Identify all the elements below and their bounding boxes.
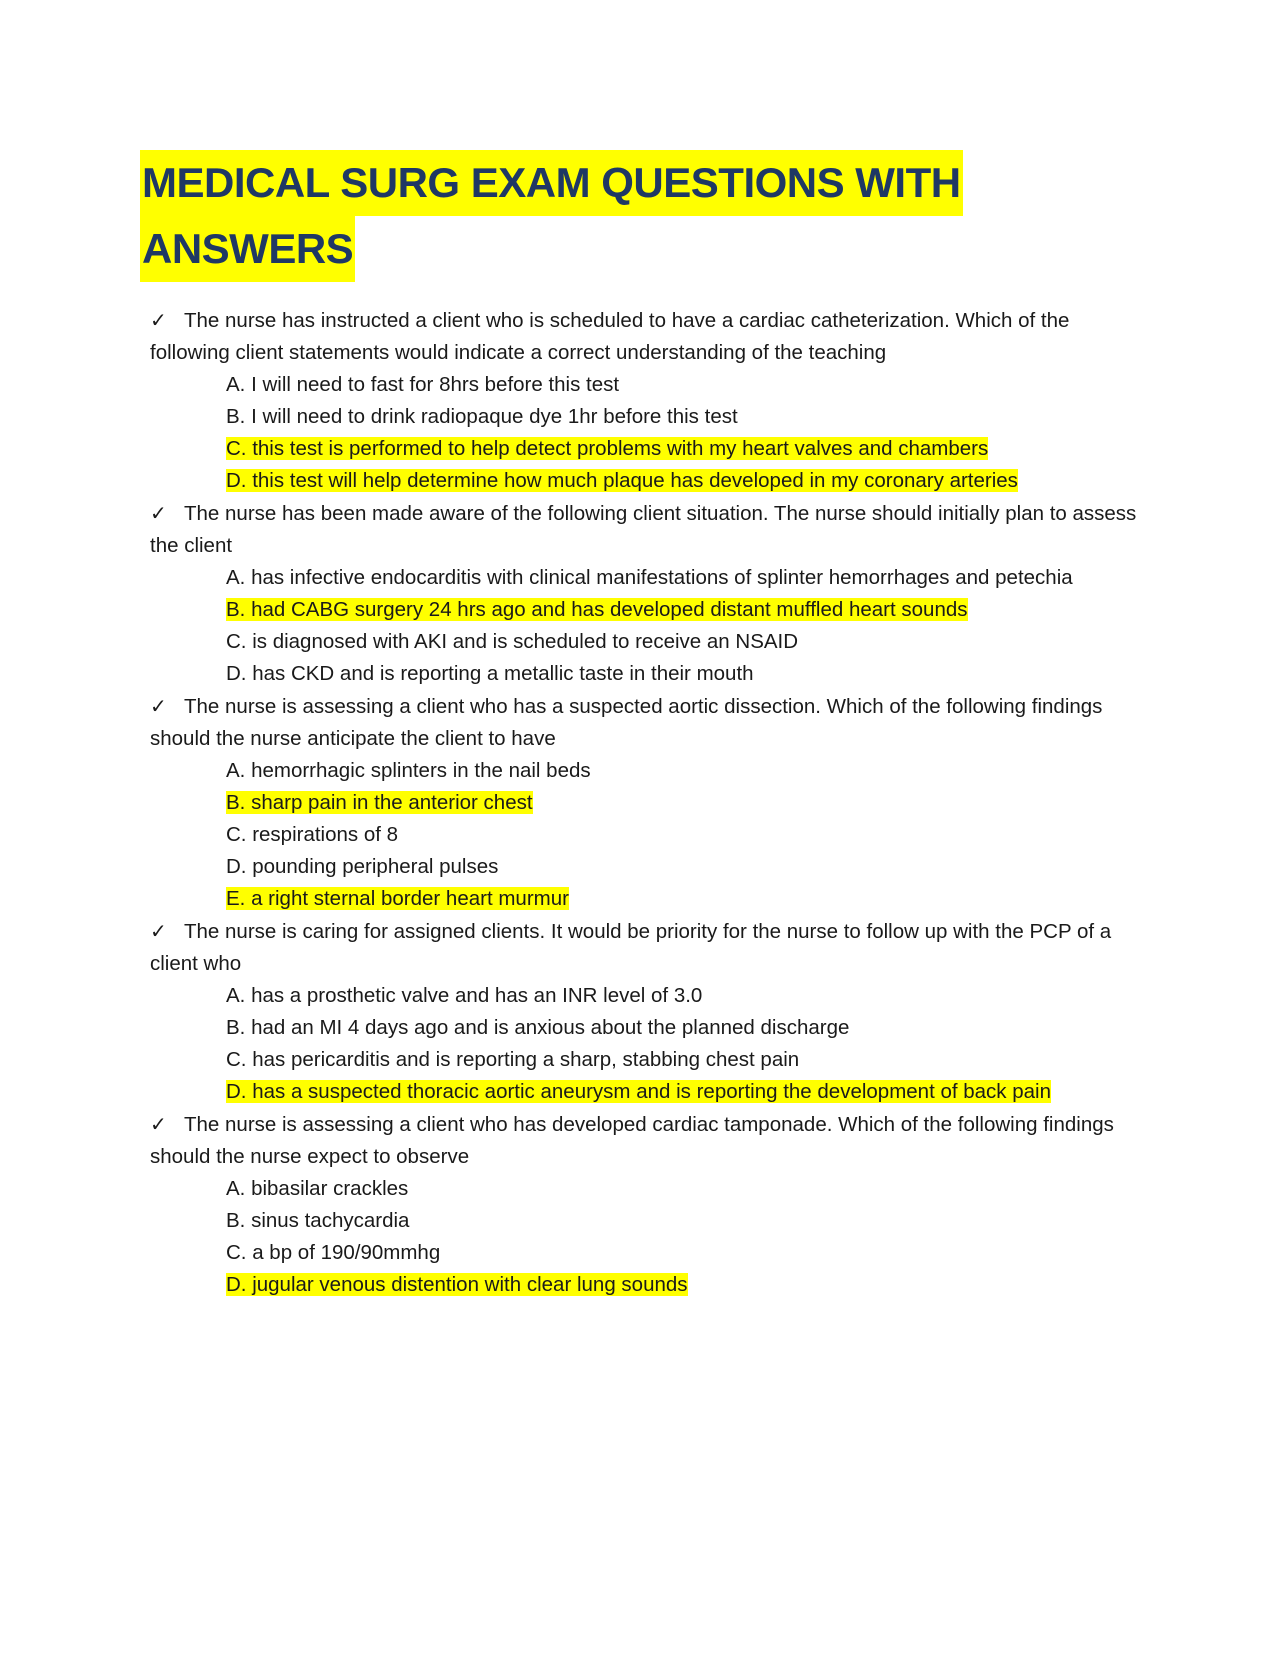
- answer-option-text: A. bibasilar crackles: [226, 1177, 409, 1200]
- answer-option-text: B. had CABG surgery 24 hrs ago and has developed distant muffled heart sounds: [226, 598, 968, 621]
- document-page: [140, 150, 1150, 1301]
- answer-option: [226, 658, 1150, 690]
- answer-option: [226, 1173, 1150, 1205]
- answer-options: [140, 755, 1150, 915]
- question-text-block: [150, 1108, 1150, 1173]
- answer-option-text: B. sinus tachycardia: [226, 1209, 410, 1232]
- answer-option-text: C. has pericarditis and is reporting a sharp, stabbing chest pain: [226, 1048, 800, 1071]
- answer-option-text: C. this test is performed to help detect problems with my heart valves and chambers: [226, 437, 989, 460]
- page-title: [140, 150, 1150, 282]
- answer-option-text: D. jugular venous distention with clear lung sounds: [226, 1273, 688, 1296]
- answer-option: [226, 626, 1150, 658]
- answer-option-text: D. this test will help determine how much plaque has developed in my coronary arteries: [226, 469, 1018, 492]
- question-text-block: [150, 915, 1150, 980]
- question-text: The nurse is assessing a client who has developed cardiac tamponade. Which of the following findings should the nurse expect to observe: [150, 1113, 1114, 1168]
- question-text-block: [150, 690, 1150, 755]
- answer-option-highlighted: [226, 465, 1150, 497]
- answer-options: [140, 562, 1150, 690]
- answer-option-highlighted: [226, 787, 1150, 819]
- title-line-2: ANSWERS: [140, 216, 355, 282]
- answer-option: [226, 369, 1150, 401]
- answer-option-highlighted: [226, 594, 1150, 626]
- answer-option-text: D. pounding peripheral pulses: [226, 855, 499, 878]
- answer-option-highlighted: [226, 1269, 1150, 1301]
- answer-option-text: B. had an MI 4 days ago and is anxious about the planned discharge: [226, 1016, 850, 1039]
- question-item: [140, 304, 1150, 497]
- answer-option-text: A. has a prosthetic valve and has an INR level of 3.0: [226, 984, 703, 1007]
- answer-option-text: A. I will need to fast for 8hrs before this test: [226, 373, 620, 396]
- answer-option-text: B. sharp pain in the anterior chest: [226, 791, 533, 814]
- check-icon: ✓: [150, 919, 167, 943]
- answer-option: [226, 755, 1150, 787]
- answer-option-text: A. hemorrhagic splinters in the nail beds: [226, 759, 591, 782]
- answer-option: [226, 980, 1150, 1012]
- answer-options: [140, 369, 1150, 497]
- answer-option-text: E. a right sternal border heart murmur: [226, 887, 569, 910]
- answer-option-text: C. is diagnosed with AKI and is scheduled to receive an NSAID: [226, 630, 799, 653]
- question-text: The nurse has been made aware of the following client situation. The nurse should initially plan to assess the client: [150, 502, 1137, 557]
- question-text: The nurse is caring for assigned clients. It would be priority for the nurse to follow up with the PCP of a client who: [150, 920, 1112, 975]
- question-item: [140, 1108, 1150, 1301]
- answer-option-text: D. has CKD and is reporting a metallic taste in their mouth: [226, 662, 754, 685]
- answer-options: [140, 1173, 1150, 1301]
- question-item: [140, 915, 1150, 1108]
- question-list: [140, 304, 1150, 1301]
- answer-option-highlighted: [226, 433, 1150, 465]
- check-icon: ✓: [150, 501, 167, 525]
- answer-option: [226, 1044, 1150, 1076]
- answer-option-text: D. has a suspected thoracic aortic aneurysm and is reporting the development of back pain: [226, 1080, 1052, 1103]
- answer-option: [226, 1205, 1150, 1237]
- answer-option: [226, 1237, 1150, 1269]
- answer-option: [226, 851, 1150, 883]
- check-icon: ✓: [150, 1112, 167, 1136]
- answer-option: [226, 819, 1150, 851]
- answer-option-highlighted: [226, 883, 1150, 915]
- question-text-block: [150, 497, 1150, 562]
- question-item: [140, 690, 1150, 915]
- question-text: The nurse is assessing a client who has a suspected aortic dissection. Which of the following findings should the nurse anticipate the client to have: [150, 695, 1103, 750]
- answer-option: [226, 562, 1150, 594]
- answer-option-highlighted: [226, 1076, 1150, 1108]
- answer-option-text: C. respirations of 8: [226, 823, 399, 846]
- answer-option-text: C. a bp of 190/90mmhg: [226, 1241, 441, 1264]
- answer-option-text: A. has infective endocarditis with clinical manifestations of splinter hemorrhages and petechia: [226, 566, 1073, 589]
- question-item: [140, 497, 1150, 690]
- answer-options: [140, 980, 1150, 1108]
- check-icon: ✓: [150, 694, 167, 718]
- answer-option: [226, 1012, 1150, 1044]
- answer-option-text: B. I will need to drink radiopaque dye 1hr before this test: [226, 405, 738, 428]
- answer-option: [226, 401, 1150, 433]
- title-line-1: MEDICAL SURG EXAM QUESTIONS WITH: [140, 150, 963, 216]
- check-icon: ✓: [150, 308, 167, 332]
- question-text-block: [150, 304, 1150, 369]
- question-text: The nurse has instructed a client who is scheduled to have a cardiac catheterization. Which of the following client statements would indicate a correct understanding of the teaching: [150, 309, 1070, 364]
